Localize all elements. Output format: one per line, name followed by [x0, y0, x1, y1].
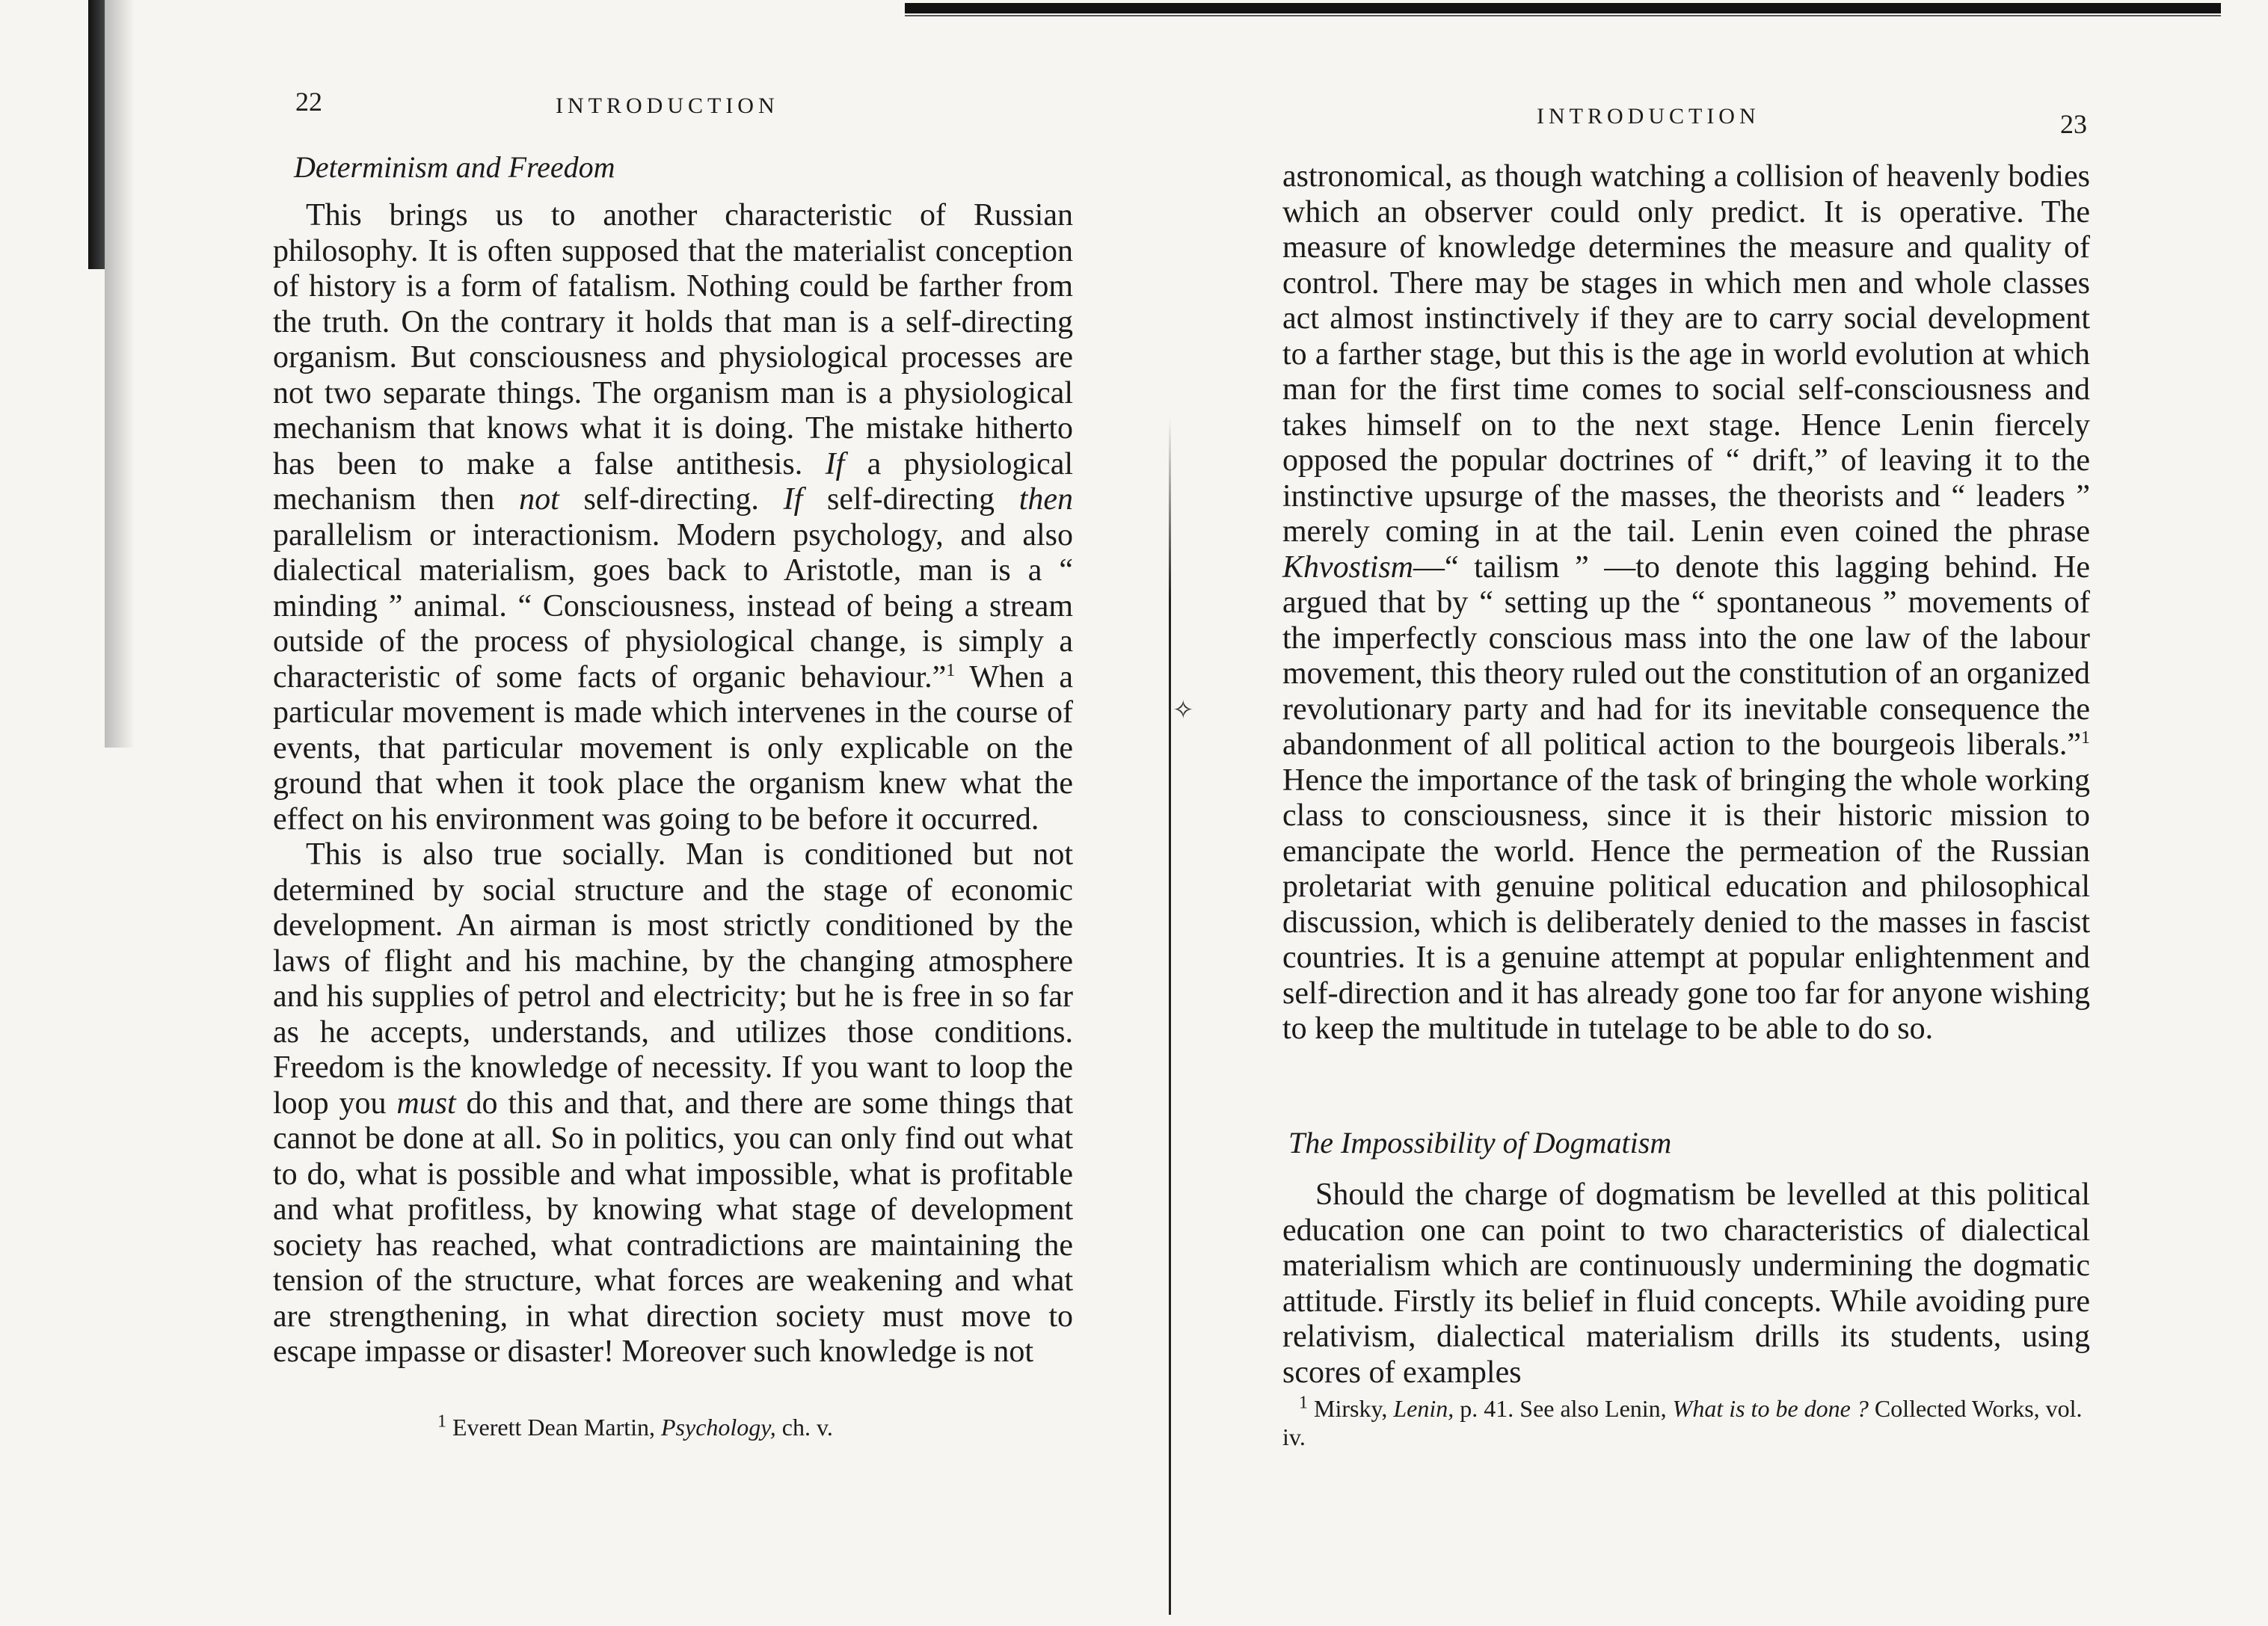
page-edge-top	[905, 3, 2221, 13]
book-gutter	[1169, 419, 1171, 1615]
right-running-head: INTRODUCTION	[1537, 104, 1760, 129]
left-footnote: $^1$ Everett Dean Martin, Psychology, ch. v.	[437, 1411, 833, 1441]
right-page-number: 23	[2060, 109, 2087, 139]
gutter-mark: ✧	[1173, 697, 1194, 724]
right-body-text-bottom	[1282, 1177, 2090, 1391]
page-edge-shadow	[105, 0, 135, 748]
left-page-number: 22	[295, 87, 322, 117]
left-paragraph-1: This brings us to another characteristic of Russian philosophy. It is often supposed that the materialist conception of history is a form of fatalism. Nothing could be farther from the truth. On the contrary it holds that man is a self-directing organism. But consciousness and physiological processes are not two separate things. The organism man is a physiological mechanism that knows what it is doing. The mistake hitherto has been to make a false antithesis. If a physiological mechanism then not self-directing. If self-directing then parallelism or interactionism. Modern psychology, and also dialectical materialism, goes back to Aristotle, man is a “ minding ” animal. “ Consciousness, instead of being a stream outside of the process of physiological change, is simply a characteristic of some facts of organic behaviour.”$^1$ When a particular movement is made which intervenes in the course of events, that particular movement is only explicable on the ground that when it took place the organism knew what the effect on his environment was going to be before it occurred.	[273, 198, 1074, 837]
footnote-ref: 1	[2081, 728, 2090, 748]
right-footnote: $^1$ Mirsky, Lenin, p. 41. See also Lenin, What is to be done ? Collected Works, vol. iv.	[1282, 1393, 2083, 1450]
left-section-title: Determinism and Freedom	[294, 150, 615, 184]
page-edge-top-thin	[905, 15, 2221, 16]
left-body-text	[273, 198, 1073, 1370]
right-paragraph-2: Should the charge of dogmatism be levelled at this political education one can point to two characteristics of dialectical materialism which are continuously undermining the dogmatic attitude. Firstly its belief in fluid concepts. While avoiding pure relativism, dialectical materialism drills its students, using scores of examples	[1282, 1177, 2090, 1390]
left-running-head: INTRODUCTION	[556, 93, 779, 118]
page-edge-left	[88, 0, 105, 269]
right-body-text-top	[1282, 159, 2090, 1047]
right-section-title: The Impossibility of Dogmatism	[1288, 1126, 1672, 1160]
right-paragraph-1: astronomical, as though watching a collision of heavenly bodies which an observer could only predict. It is operative. The measure of knowledge determines the measure and quality of control. There may be stages in which men and whole classes act almost instinctively if they are to carry social development to a farther stage, but this is the age in world evolution at which man for the first time comes to social self-consciousness and takes himself on to the next stage. Hence Lenin fiercely opposed the popular doctrines of “ drift,” of leaving it to the instinctive upsurge of the masses, the theorists and “ leaders ” merely coming in at the tail. Lenin even coined the phrase Khvostism—“ tailism ” —to denote this lagging behind. He argued that by “ setting up the “ spontaneous ” movements of the imperfectly conscious mass into the one law of the labour movement, this theory ruled out the constitution of an organized revolutionary party and had for its inevitable consequence the abandonment of all political action to the bourgeois liberals.”$^1$ Hence the importance of the task of bringing the whole working class to consciousness, since it is their historic mission to emancipate the world. Hence the permeation of the Russian proletariat with genuine political education and philosophical discussion, which is deliberately denied to the masses in fascist countries. It is a genuine attempt at popular enlightenment and self-direction and it has already gone too far for anyone wishing to keep the multitude in tutelage to be able to do so.	[1282, 159, 2090, 1046]
left-paragraph-2: This is also true socially. Man is conditioned but not determined by social structure and the stage of economic development. An airman is most strictly conditioned by the laws of flight and his machine, by the changing atmosphere and his supplies of petrol and electricity; but he is free in so far as he accepts, understands, and utilizes those conditions. Freedom is the knowledge of necessity. If you want to loop the loop you must do this and that, and there are some things that cannot be done at all. So in politics, you can only find out what to do, what is possible and what impossible, what is profitable and what profitless, by knowing what stage of development society has reached, what contradictions are maintaining the tension of the structure, what forces are weakening and what are strengthening, in what direction society must move to escape impasse or disaster! Moreover such knowledge is not	[273, 837, 1073, 1369]
footnote-ref: 1	[946, 660, 956, 680]
